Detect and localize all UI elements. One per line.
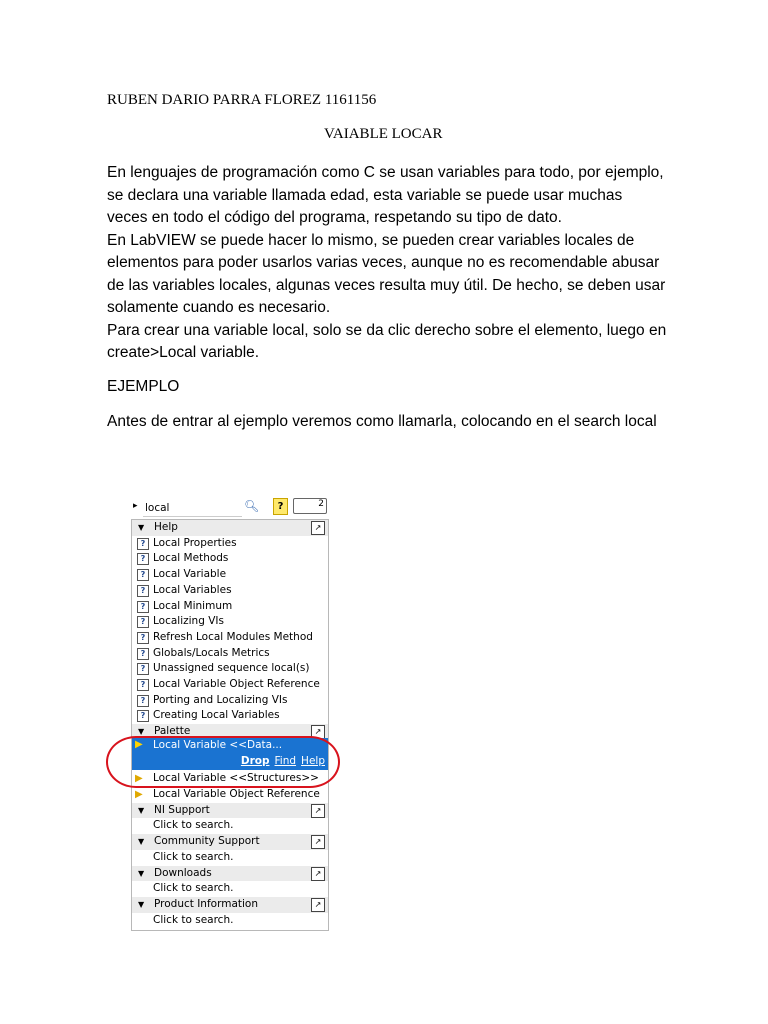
help-result-item[interactable]: ? Globals/Locals Metrics bbox=[132, 646, 328, 662]
author-line: RUBEN DARIO PARRA FLOREZ 1161156 bbox=[107, 92, 377, 108]
palette-result-item[interactable]: ▶ Local Variable <<Structures>> bbox=[132, 771, 328, 787]
document-title: VAIABLE LOCAR bbox=[324, 126, 443, 142]
open-window-icon[interactable]: ↗ bbox=[311, 521, 325, 535]
palette-vi-icon: ▶ bbox=[135, 773, 143, 784]
help-result-item[interactable]: ? Local Properties bbox=[132, 536, 328, 552]
open-window-icon[interactable]: ↗ bbox=[311, 835, 325, 849]
help-doc-icon: ? bbox=[137, 601, 149, 613]
help-doc-icon: ? bbox=[137, 695, 149, 707]
help-icon[interactable]: ? bbox=[273, 498, 288, 515]
help-doc-icon: ? bbox=[137, 663, 149, 675]
help-doc-icon: ? bbox=[137, 679, 149, 691]
collapse-arrow-icon: ▼ bbox=[138, 727, 145, 736]
ejemplo-heading: EJEMPLO bbox=[107, 378, 180, 395]
section-community-support[interactable]: ▼ Community Support ↗ bbox=[132, 834, 328, 850]
help-doc-icon: ? bbox=[137, 585, 149, 597]
paragraph-2: En LabVIEW se puede hacer lo mismo, se pueden crear variables locales de elementos para poder usarlos varias veces, aunque no es recomendable abusar de las variables locales, algunas veces resulta muy útil. De hecho, se deben usar solamente cuando es necesario. bbox=[107, 231, 666, 316]
palette-result-item[interactable]: ▶ Local Variable Object Reference bbox=[132, 787, 328, 803]
search-bar bbox=[131, 497, 329, 519]
open-window-icon[interactable]: ↗ bbox=[311, 867, 325, 881]
search-panel-screenshot bbox=[131, 497, 329, 929]
help-result-item[interactable]: ? Refresh Local Modules Method bbox=[132, 630, 328, 646]
help-result-item[interactable]: ? Unassigned sequence local(s) bbox=[132, 661, 328, 677]
help-doc-icon: ? bbox=[137, 632, 149, 644]
collapse-arrow-icon: ▼ bbox=[138, 523, 145, 532]
paragraph-1: En lenguajes de programación como C se usan variables para todo, por ejemplo, se declara una variable llamada edad, esta variable se puede usar muchas veces en todo el código del programa, respetando su tipo de dato. bbox=[107, 164, 664, 226]
click-to-search-link[interactable]: Click to search. bbox=[153, 819, 234, 832]
help-result-item[interactable]: ? Localizing VIs bbox=[132, 614, 328, 630]
help-link[interactable]: Help bbox=[301, 755, 325, 767]
intro-paragraph: Antes de entrar al ejemplo veremos como llamarla, colocando en el search local bbox=[107, 413, 657, 430]
help-doc-icon: ? bbox=[137, 538, 149, 550]
body-text bbox=[107, 162, 667, 365]
help-result-item[interactable]: ? Local Methods bbox=[132, 551, 328, 567]
click-to-search-link[interactable]: Click to search. bbox=[153, 913, 234, 926]
help-doc-icon: ? bbox=[137, 616, 149, 628]
help-doc-icon: ? bbox=[137, 648, 149, 660]
open-window-icon[interactable]: ↗ bbox=[311, 898, 325, 912]
help-result-item[interactable]: ? Local Minimum bbox=[132, 599, 328, 615]
drop-link[interactable]: Drop bbox=[240, 755, 270, 767]
click-to-search-link[interactable]: Click to search. bbox=[153, 882, 234, 895]
selected-palette-item[interactable]: ▶ Local Variable <<Data... Drop Find Help bbox=[132, 738, 328, 770]
help-result-item[interactable]: ? Creating Local Variables bbox=[132, 708, 328, 724]
open-window-icon[interactable]: ↗ bbox=[311, 725, 325, 739]
section-ni-support[interactable]: ▼ NI Support ↗ bbox=[132, 803, 328, 819]
search-icon[interactable]: 🔍︎ bbox=[244, 499, 260, 513]
paragraph-3: Para crear una variable local, solo se da clic derecho sobre el elemento, luego en create>Local variable. bbox=[107, 321, 667, 361]
help-result-item[interactable]: ? Local Variables bbox=[132, 583, 328, 599]
help-result-item[interactable]: ? Local Variable Object Reference bbox=[132, 677, 328, 693]
help-doc-icon: ? bbox=[137, 710, 149, 722]
collapse-arrow-icon: ▼ bbox=[138, 868, 145, 878]
palette-vi-icon: ▶ bbox=[135, 788, 143, 800]
search-input[interactable] bbox=[143, 499, 242, 517]
click-to-search-link[interactable]: Click to search. bbox=[153, 850, 234, 863]
collapse-arrow-icon: ▼ bbox=[138, 900, 145, 909]
collapse-arrow-icon: ▼ bbox=[138, 805, 145, 815]
help-result-item[interactable]: ? Porting and Localizing VIs bbox=[132, 693, 328, 709]
search-results-list bbox=[131, 519, 329, 931]
section-palette[interactable]: ▼ Palette ↗ bbox=[132, 724, 328, 740]
collapse-arrow-icon: ▼ bbox=[138, 837, 145, 846]
help-doc-icon: ? bbox=[137, 569, 149, 581]
help-doc-icon: ? bbox=[137, 553, 149, 565]
section-downloads[interactable]: ▼ Downloads ↗ bbox=[132, 866, 328, 882]
open-window-icon[interactable]: ↗ bbox=[311, 804, 325, 818]
section-product-information[interactable]: ▼ Product Information ↗ bbox=[132, 897, 328, 913]
search-options-button[interactable]: 2 bbox=[293, 498, 327, 514]
expand-arrow-icon[interactable]: ▸ bbox=[133, 501, 138, 511]
find-link[interactable]: Find bbox=[274, 755, 297, 767]
palette-vi-icon: ▶ bbox=[135, 739, 143, 750]
section-help[interactable]: ▼ Help ↗ bbox=[132, 520, 328, 536]
red-annotation-circle bbox=[106, 736, 340, 788]
help-result-item[interactable]: ? Local Variable bbox=[132, 567, 328, 583]
